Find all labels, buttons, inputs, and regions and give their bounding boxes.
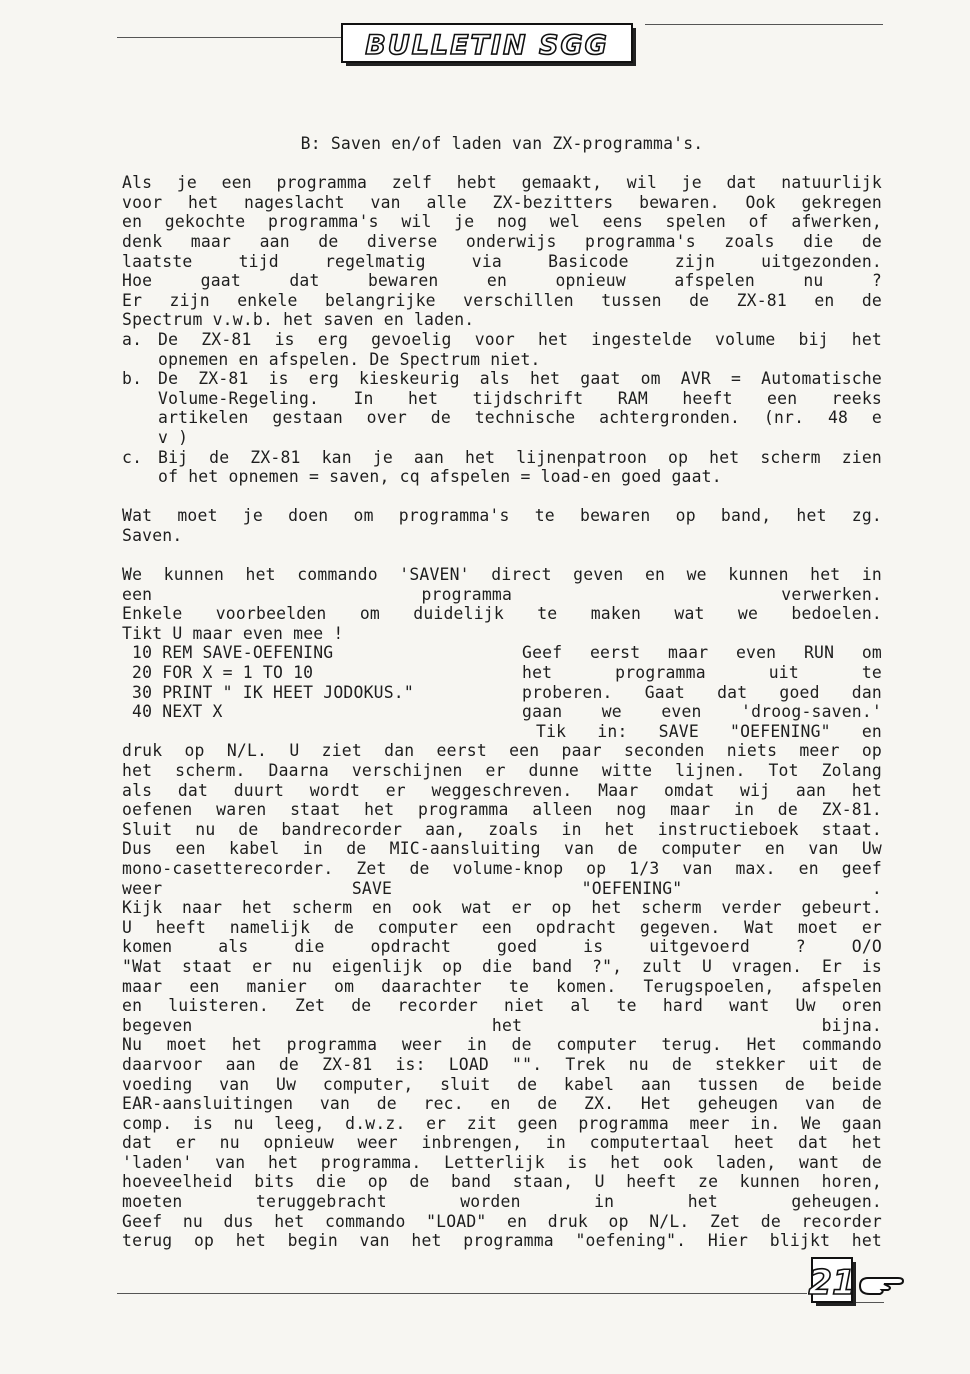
header-rule-right — [645, 24, 883, 25]
code-line: 20 FOR X = 1 TO 10 — [132, 663, 314, 683]
code-line: 10 REM SAVE-OEFENING — [132, 643, 334, 663]
footer-rule — [117, 1293, 807, 1294]
text-line: opnemen en afspelen. De Spectrum niet. — [158, 349, 541, 369]
text-line: 'laden' van het programma. Letterlijk is het ook laden, want de — [122, 1152, 882, 1172]
text-line: denk maar aan de diverse onderwijs programma's zoals die de — [122, 231, 882, 251]
section-title: B: Saven en/of laden van ZX-programma's. — [300, 134, 704, 153]
text-line: comp. is nu leeg, d.w.z. er zit geen programma meer in. We gaan — [122, 1113, 882, 1133]
intro-paragraph — [122, 173, 882, 330]
text-line: daarvoor aan de ZX-81 is: LOAD "". Trek nu de stekker uit de — [122, 1054, 882, 1074]
bulletin-logo-graphic — [340, 20, 640, 70]
text-line: Dus een kabel in de MIC-aansluiting van de computer en van Uw — [122, 839, 882, 859]
bulletin-logo — [340, 20, 640, 70]
page-number-badge — [808, 1256, 908, 1312]
commando-paragraph — [122, 565, 882, 643]
text-line: mono-casetterecorder. Zet de volume-knop op 1/3 van max. en geef — [122, 858, 882, 878]
text-line: het programma uit te — [522, 663, 882, 683]
text-line: Bij de ZX-81 kan je aan het lijnenpatroon op het scherm zien — [158, 447, 882, 467]
text-line: druk op N/L. U ziet dan eerst een paar seconden niets meer op — [122, 741, 882, 761]
text-line: begeven het bijna. — [122, 1015, 882, 1035]
list-item-label: b. — [122, 369, 143, 389]
logo-text: BULLETIN SGG — [365, 30, 609, 61]
text-line: voeding van Uw computer, sluit de kabel aan tussen de beide — [122, 1074, 882, 1094]
text-line: U heeft namelijk de computer een opdracht gegeven. Wat moet er — [122, 917, 882, 937]
text-line: Saven. — [122, 525, 183, 545]
list-item — [122, 330, 882, 369]
text-line: We kunnen het commando 'SAVEN' direct geven en we kunnen het in — [122, 565, 882, 585]
text-line: weer SAVE "OEFENING" . — [122, 878, 882, 898]
text-line: voor het nageslacht van alle ZX-bezitters bewaren. Ook gekregen — [122, 192, 882, 212]
list-item-body — [158, 330, 882, 369]
text-line: Er zijn enkele belangrijke verschillen tussen de ZX-81 en de — [122, 290, 882, 310]
differences-list — [122, 330, 882, 487]
text-line: of het opnemen = saven, cq afspelen = load-en goed gaat. — [158, 467, 722, 487]
list-item-body — [158, 369, 882, 447]
text-line: terug op het begin van het programma "oefening". Hier blijkt het — [122, 1231, 882, 1251]
text-line: Als je een programma zelf hebt gemaakt, wil je dat natuurlijk — [122, 173, 882, 193]
list-item — [122, 448, 882, 487]
pointing-hand-icon — [860, 1278, 903, 1294]
text-line: Nu moet het programma weer in de computer terug. Het commando — [122, 1035, 882, 1055]
text-line: Kijk naar het scherm en ook wat er op het scherm verder gebeurt. — [122, 898, 882, 918]
text-line: Tikt U maar even mee ! — [122, 623, 344, 643]
list-item-label: c. — [122, 447, 143, 467]
text-line: Spectrum v.w.b. het saven en laden. — [122, 310, 475, 330]
text-line: Hoe gaat dat bewaren en opnieuw afspelen nu ? — [122, 271, 882, 291]
text-line: De ZX-81 is erg gevoelig voor het ingestelde volume bij het — [158, 329, 882, 349]
text-line: hoeveelheid bits die op de band staan, U heeft ze kunnen horen, — [122, 1172, 882, 1192]
text-line: als dat duurt wordt er weggeschreven. Maar omdat wij aan het — [122, 780, 882, 800]
text-line: dat er nu opnieuw weer inbrengen, in computertaal heet dat het — [122, 1133, 882, 1153]
tik-in-line: Tik in: SAVE "OEFENING" en — [536, 721, 882, 741]
text-line: Geef nu dus het commando "LOAD" en druk op N/L. Zet de recorder — [122, 1211, 882, 1231]
text-line: maar een manier om daarachter te komen. Terugspoelen, afspelen — [122, 976, 882, 996]
main-paragraph — [122, 741, 882, 1250]
text-line: moeten teruggebracht worden in het geheugen. — [122, 1192, 882, 1212]
text-line: Sluit nu de bandrecorder aan, zoals in het instructieboek staat. — [122, 819, 882, 839]
text-line: v ) — [158, 427, 189, 447]
text-line: Volume-Regeling. In het tijdschrift RAM heeft een reeks — [158, 388, 882, 408]
text-line: en luisteren. Zet de recorder niet al te hard want Uw oren — [122, 996, 882, 1016]
text-line: De ZX-81 is erg kieskeurig als het gaat om AVR = Automatische — [158, 369, 882, 389]
text-line: oefenen waren staat het programma alleen nog maar in de ZX-81. — [122, 800, 882, 820]
header-rule-left — [117, 37, 345, 38]
text-line: Enkele voorbeelden om duidelijk te maken wat we bedoelen. — [122, 604, 882, 624]
text-line: en gekochte programma's wil je nog wel eens spelen of afwerken, — [122, 212, 882, 232]
code-line: 40 NEXT X — [132, 702, 223, 722]
list-item — [122, 369, 882, 447]
list-item-label: a. — [122, 329, 143, 349]
text-line: "Wat staat er nu eigenlijk op die band ?", zult U vragen. Er is — [122, 956, 882, 976]
text-line: laatste tijd regelmatig via Basicode zijn uitgezonden. — [122, 251, 882, 271]
text-line: een programma verwerken. — [122, 584, 882, 604]
list-item-body — [158, 448, 882, 487]
code-explanation — [522, 643, 882, 721]
page-number-graphic — [808, 1256, 908, 1312]
text-line: komen als die opdracht goed is uitgevoerd ? O/O — [122, 937, 882, 957]
basic-listing — [122, 643, 522, 721]
article-body — [122, 134, 882, 1251]
saven-paragraph — [122, 506, 882, 545]
text-line: het scherm. Daarna verschijnen er dunne witte lijnen. Tot Zolang — [122, 761, 882, 780]
text-line: artikelen gestaan over de technische achtergronden. (nr. 48 e — [158, 408, 882, 428]
text-line: Wat moet je doen om programma's te bewaren op band, het zg. — [122, 506, 882, 526]
text-line: proberen. Gaat dat goed dan — [522, 682, 882, 702]
page-number: 21 — [808, 1263, 856, 1303]
text-line: gaan we even 'droog-saven.' — [522, 702, 882, 722]
code-line: 30 PRINT " IK HEET JODOKUS." — [132, 682, 414, 702]
code-example — [122, 643, 882, 721]
text-line: EAR-aansluitingen van de rec. en de ZX. Het geheugen van de — [122, 1094, 882, 1114]
text-line: Geef eerst maar even RUN om — [522, 643, 882, 663]
